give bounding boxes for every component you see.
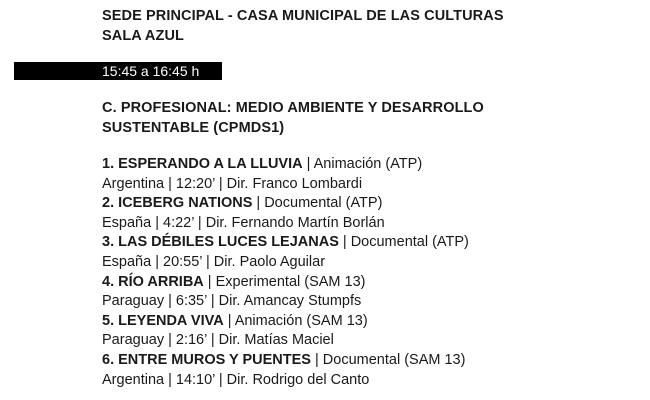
- film-title: 5. LEYENDA VIVA: [102, 312, 224, 329]
- film-title: 3. LAS DÉBILES LUCES LEJANAS: [102, 234, 339, 251]
- film-item: [102, 194, 469, 233]
- film-item: [102, 155, 469, 194]
- room-name: SALA AZUL: [102, 28, 184, 44]
- film-heading: [102, 233, 469, 253]
- film-details: Paraguay | 2:16’ | Dir. Matías Maciel: [102, 332, 334, 349]
- film-genre: | Documental (ATP): [252, 195, 383, 212]
- film-title: 1. ESPERANDO A LA LLUVIA: [102, 156, 303, 172]
- film-genre: | Experimental (SAM 13): [203, 273, 366, 290]
- time-bar: [14, 62, 222, 80]
- film-item: [102, 351, 469, 390]
- film-details: España | 4:22’ | Dir. Fernando Martín Borlán: [102, 214, 385, 231]
- section-heading: [102, 98, 484, 138]
- time-slot: 15:45 a 16:45 h: [102, 63, 200, 79]
- film-item: [102, 233, 469, 272]
- film-heading: [102, 351, 469, 371]
- film-title: 4. RÍO ARRIBA: [102, 273, 204, 290]
- film-item: [102, 312, 469, 351]
- film-list: [102, 155, 469, 390]
- film-heading: [102, 194, 469, 214]
- film-title: 2. ICEBERG NATIONS: [102, 195, 253, 212]
- venue-name: SEDE PRINCIPAL - CASA MUNICIPAL DE LAS CULTURAS: [102, 8, 504, 24]
- film-heading: [102, 273, 469, 293]
- film-heading: [102, 312, 469, 332]
- film-genre: | Documental (ATP): [338, 234, 469, 251]
- film-item: [102, 273, 469, 312]
- film-genre: | Animación (ATP): [302, 156, 423, 172]
- film-details: España | 20:55’ | Dir. Paolo Aguilar: [102, 253, 326, 270]
- film-details: Argentina | 14:10’ | Dir. Rodrigo del Canto: [102, 371, 370, 388]
- film-details: Paraguay | 6:35’ | Dir. Amancay Stumpfs: [102, 293, 362, 310]
- section-title-line2: SUSTENTABLE (CPMDS1): [102, 120, 285, 136]
- section-title-line1: C. PROFESIONAL: MEDIO AMBIENTE Y DESARROLLO: [102, 100, 484, 116]
- venue-heading: [102, 6, 504, 46]
- film-details: Argentina | 12:20’ | Dir. Franco Lombardi: [102, 175, 363, 192]
- film-title: 6. ENTRE MUROS Y PUENTES: [102, 351, 311, 368]
- film-genre: | Animación (SAM 13): [223, 312, 368, 329]
- film-heading: [102, 155, 469, 175]
- film-genre: | Documental (SAM 13): [310, 351, 466, 368]
